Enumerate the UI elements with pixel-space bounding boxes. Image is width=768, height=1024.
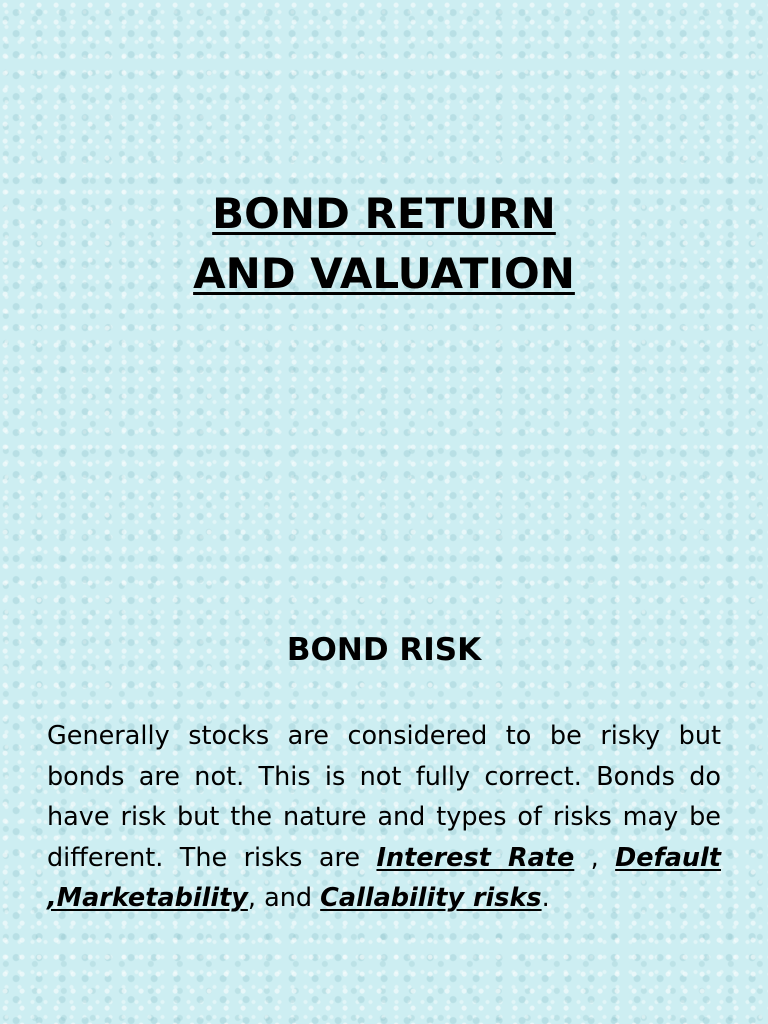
separator-1: , [574,842,616,873]
risk-default-marketability: Default ,Marketability [47,842,721,913]
title-line-1: BOND RETURN [212,189,556,238]
risk-callability: Callability risks [320,883,542,913]
paragraph-intro: Generally stocks are considered to be risky but bonds are not. This is not fully correct. Bonds do have risk but the nature and types of risks may be different. The risks are [47,721,721,873]
slide-bond-risk [0,512,768,1024]
bond-risk-heading: BOND RISK [286,632,482,668]
separator-2: , and [247,883,321,913]
slide-title-heading [0,184,768,304]
bond-risk-paragraph [47,716,721,919]
paragraph-end: . [541,883,550,913]
risk-interest-rate: Interest Rate [376,842,575,873]
title-line-2: AND VALUATION [193,249,575,298]
